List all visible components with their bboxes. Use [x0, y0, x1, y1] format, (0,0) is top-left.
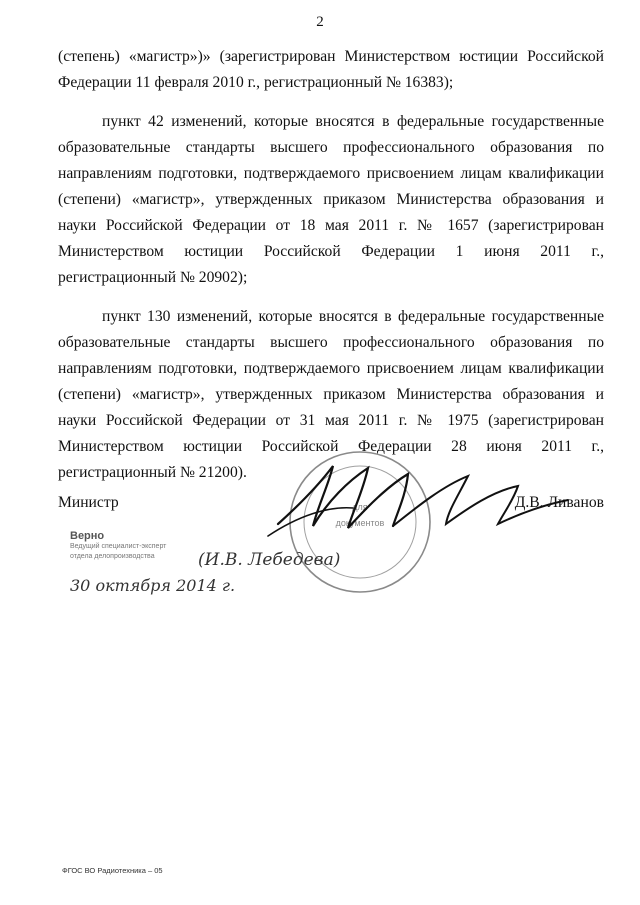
paragraph-2: пункт 42 изменений, которые вносятся в федеральные государственные образовательные стандарты высшего профессионального образования по направлениям подготовки, подтверждаемого присвоением лицам квалификации (степени) «магистр», утвержденных приказом Министерства образования и науки Российской Федерации от 18 мая 2011 г. № 1657 (зарегистрирован Министерством юстиции Российской Федерации 1 июня 2011 г., регистрационный № 20902);: [58, 113, 604, 286]
seal-text-bottom: документов: [335, 518, 385, 528]
verification-position: Ведущий специалист-эксперт: [70, 543, 167, 550]
seal-text-top: для: [352, 502, 368, 512]
page-number: 2: [316, 14, 324, 30]
signatory-name: Д.В. Ливанов: [514, 494, 604, 511]
signatory-position: Министр: [58, 494, 119, 511]
paragraph-1: (степень) «магистр»)» (зарегистрирован Министерством юстиции Российской Федерации 11 февраля 2010 г., регистрационный № 16383);: [58, 48, 604, 91]
verification-handwritten-date: 30 октября 2014 г.: [70, 576, 236, 595]
paragraph-3: пункт 130 изменений, которые вносятся в федеральные государственные образовательные стандарты высшего профессионального образования по направлениям подготовки, подтверждаемого присвоением лицам квалификации (степени) «магистр», утвержденных приказом Министерства образования и науки Российской Федерации от 31 мая 2011 г. № 1975 (зарегистрирован Министерством юстиции Российской Федерации 28 июня 2011 г., регистрационный № 21200).: [58, 308, 604, 481]
verification-title: Верно: [70, 530, 105, 542]
verification-department: отдела делопроизводства: [70, 553, 155, 560]
verification-handwritten-name: (И.В. Лебедева): [198, 550, 341, 570]
document-body: [58, 44, 604, 499]
footer-code: ФГОС ВО Радиотехника – 05: [62, 866, 163, 875]
verification-stamp: [70, 530, 390, 595]
